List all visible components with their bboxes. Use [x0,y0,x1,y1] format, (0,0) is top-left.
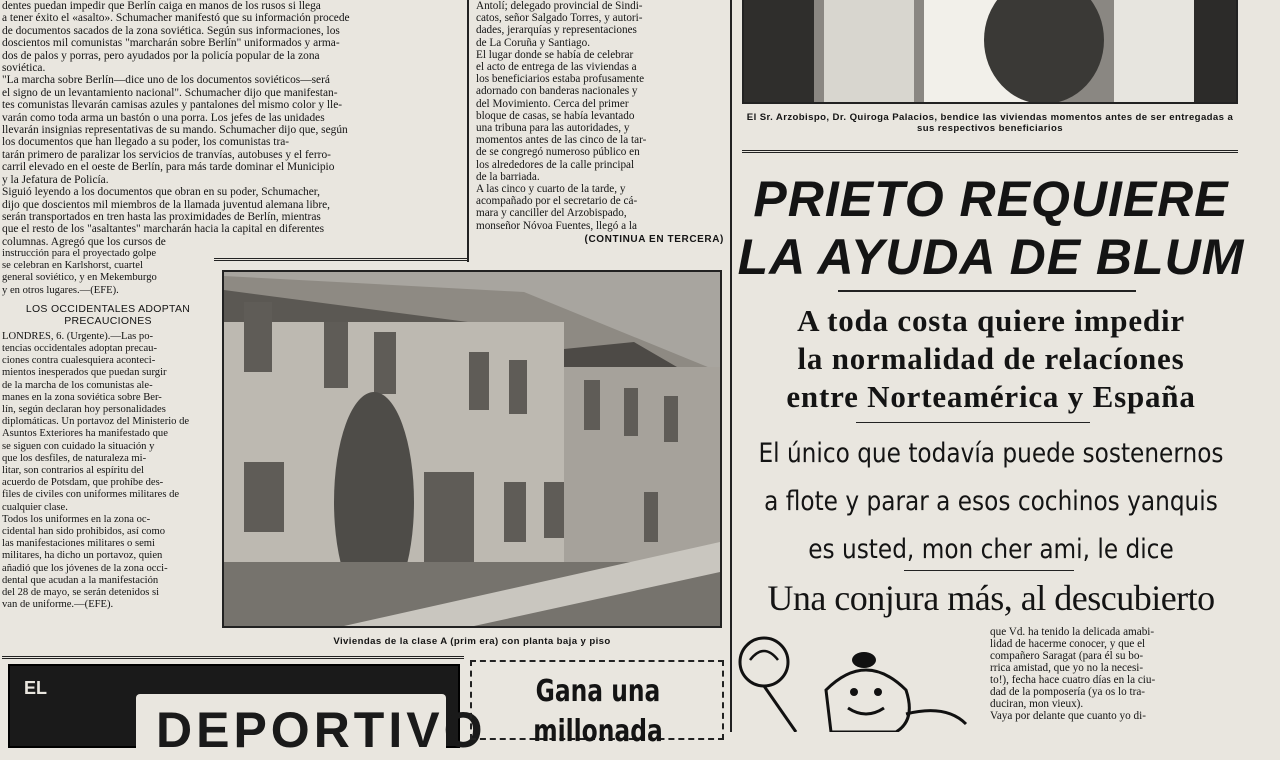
deck-rule [904,570,1074,571]
text-line: lín, según declaran hoy personalidades [2,404,166,416]
section-rule [214,258,468,261]
text-line: Vaya por delante que cuanto yo di- [990,710,1146,722]
deck-line: entre Norteamérica y España [786,379,1196,414]
text-line: de La Coruña y Santiago. [476,36,591,49]
deck-line: la normalidad de relacíones [797,341,1185,376]
cartoon-illustration [736,630,986,732]
text-line: monseñor Nóvoa Fuentes, llegó a la [476,219,637,232]
text-line: rrica amistad, que yo no la necesi- [990,662,1144,674]
column-rule [467,0,469,262]
text-line: los alrededores de la calle principal [476,158,635,171]
text-line: las manifestaciones militares o semi [2,538,155,550]
text-line: del Movimiento. Cerca del primer [476,97,629,110]
text-line: a tener éxito el «asalto». Schumacher manifestó que su información procede [2,12,350,25]
text-line: columnas. Agregó que los cursos de [2,235,166,248]
text-line: catos, señor Salgado Torres, y autori- [476,12,643,25]
text-line: dental que acudan a la manifestación [2,574,159,586]
text-line: mientos inesperados que puedan surgir [2,367,167,379]
deck-line: es usted, mon cher ami, le dice [808,534,1174,565]
text-line: de la barriada. [476,170,540,183]
text-line: Asuntos Exteriores ha manifestado que [2,428,168,440]
text-line: y la Jefatura de Policía. [2,173,109,186]
text-line: doscientos mil comunistas "marcharán sobre Berlín" uniformados y arma- [2,37,340,50]
text-line: se siguen con cuidado la situación y [2,440,155,452]
section-rule [2,656,464,659]
deck-line: A toda costa quiere impedir [797,303,1185,338]
text-line: que Vd. ha tenido la delicada amabi- [990,626,1155,638]
text-line: acuerdo de Potsdam, que prohíbe des- [2,477,164,489]
text-line: militares, ha dicho un portavoz, quien [2,550,163,562]
text-line: del 28 de mayo, se serán detenidos si [2,587,160,599]
text-line: el signo de un levantamiento nacional". Schumacher dijo que manifestan- [2,86,338,99]
text-line: Siguió leyendo a los documentos que obran en su poder, Schumacher, [2,186,320,199]
headline-line: PRIETO REQUIERE [753,171,1229,227]
text-line: lidad de hacerme conocer, y que el [990,638,1146,650]
text-line: tencias occidentales adoptan precau- [2,343,158,355]
text-line: duciran, mon vieux). [990,698,1084,710]
text-line: y en otros lugares.—(EFE). [2,284,119,296]
text-line: serán transportados en tren hasta las proximidades de Berlín, mientras [2,210,321,223]
photo-housing-blocks [222,270,722,628]
headline-line: LA AYUDA DE BLUM [737,229,1245,285]
text-line: cidental han sido prohibidos, así como [2,526,165,538]
deck-secondary [736,430,1246,574]
text-line: bloque de casas, se había levantado [476,109,635,122]
text-line: tarán primero de paralizar los servicios de tranvías, autobuses y el ferro- [2,148,331,161]
text-line: de la marcha de los comunistas ale- [2,379,153,391]
deck-line: El único que todavía puede sostenernos [758,438,1224,469]
left-article-narrow [2,248,214,611]
text-line: dentes puedan impedir que Berlín caiga en manos de los rusos si llega [2,0,321,12]
text-line: que el resto de los "asaltantes" marcharán hacia la capital en diferentes [2,223,325,236]
text-line: Todos los uniformes en la zona oc- [2,513,151,525]
text-line: de documentos sacados de la zona soviética. Según sus informaciones, los [2,24,340,37]
text-line: diplomáticas. Un portavoz del Ministerio de [2,416,190,428]
text-line: varán como toda arma un bastón o una porra. Los jefes de las unidades [2,111,325,124]
housing-photo-illustration [224,272,720,626]
text-line: los beneficiarios estaba profusamente [476,73,645,86]
text-line: dad de la pomposería (ya os lo tra- [990,686,1146,698]
text-line: se celebran en Karlshorst, cuartel [2,260,143,272]
main-headline [736,170,1246,286]
text-line: de se congregó numeroso público en [476,146,640,159]
photo-housing-caption: Viviendas de la clase A (prim era) con planta baja y piso [333,636,611,647]
text-line: dades, jerarquías y representaciones [476,24,637,37]
deck-tertiary: Una conjura más, al descubierto [767,578,1215,618]
text-line: el acto de entrega de las viviendas a [476,61,637,74]
text-line: momentos antes de las cinco de la tar- [476,134,647,147]
text-line: ciones contra cualesquiera aconteci- [2,355,156,367]
text-line: llevarán insignias representativas de su mando. Schumacher dijo que, según [2,124,348,137]
text-line: cualquier clase. [2,501,68,513]
text-line: "La marcha sobre Berlín—dice uno de los documentos soviéticos—será [2,74,330,87]
photo-archbishop [742,0,1238,104]
deck-primary [736,302,1246,416]
text-line: compañero Saragat (para él su bo- [990,650,1144,662]
text-line: dos de palos y porras, pero ayudados por la policía popular de la zona [2,49,320,62]
headline-rule [838,290,1136,292]
deck-rule [856,422,1090,423]
text-line: to!), fecha hace cuatro días en la ciu- [990,674,1156,686]
deportivo-banner [8,664,487,758]
text-line: los documentos que han llegado a su poder, los comunistas tra- [2,136,290,149]
text-line: añadió que los jóvenes de la zona occi- [2,562,168,574]
text-line: tes comunistas llevarán camisas azules y pantalones del mismo color y lle- [2,99,343,112]
section-rule [742,150,1238,153]
text-line: acompañado por el secretario de cá- [476,195,638,208]
right-article-body [990,626,1242,722]
left-subhead: LOS OCCIDENTALES ADOPTAN PRECAUCIONES [25,302,191,327]
deportivo-prefix: EL [24,678,48,698]
text-line: files de civiles con uniformes militares de [2,489,180,501]
text-line: van de uniforme.—(EFE). [2,599,114,611]
continued-note: (CONTINUA EN TERCERA) [584,233,724,245]
text-line: El lugar donde se había de celebrar [476,48,634,61]
text-line: carril elevado en el oeste de Berlín, para más tarde dominar el Municipio [2,161,335,174]
text-line: A las cinco y cuarto de la tarde, y [476,183,626,196]
text-line: que los desfiles, de naturaleza mi- [2,452,147,464]
text-line: soviética. [2,62,46,75]
text-line: adornado con banderas nacionales y [476,85,638,98]
left-article-top [2,0,454,248]
text-line: manes en la zona soviética sobre Ber- [2,391,162,403]
archbishop-photo-illustration [744,0,1238,104]
text-line: mara y canciller del Arzobispado, [476,207,627,220]
millonada-title: Gana una millonada [533,674,663,749]
text-line: dijo que doscientos mil miembros de la llamada juventud alemana libre, [2,198,331,211]
text-line: general soviético, y en Mekemburgo [2,272,157,284]
middle-article [476,0,724,245]
cartoon-drawing [736,630,986,732]
millonada-ad [470,660,724,749]
text-line: LONDRES, 6. (Urgente).—Las po- [2,330,154,342]
text-line: instrucción para el proyectado golpe [2,248,157,259]
text-line: litar, son contrarios al espíritu del [2,465,144,477]
deck-line: a flote y parar a esos cochinos yanquis [764,486,1218,517]
column-rule [730,0,732,732]
text-line: Antolí; delegado provincial de Sindi- [476,0,643,12]
text-line: una tribuna para las autoridades, y [476,122,630,135]
photo-archbishop-caption: El Sr. Arzobispo, Dr. Quiroga Palacios, bendice las viviendas momentos antes de ser entregadas a sus respectivos beneficiarios [746,112,1234,134]
deportivo-title: DEPORTIVO [156,702,487,758]
